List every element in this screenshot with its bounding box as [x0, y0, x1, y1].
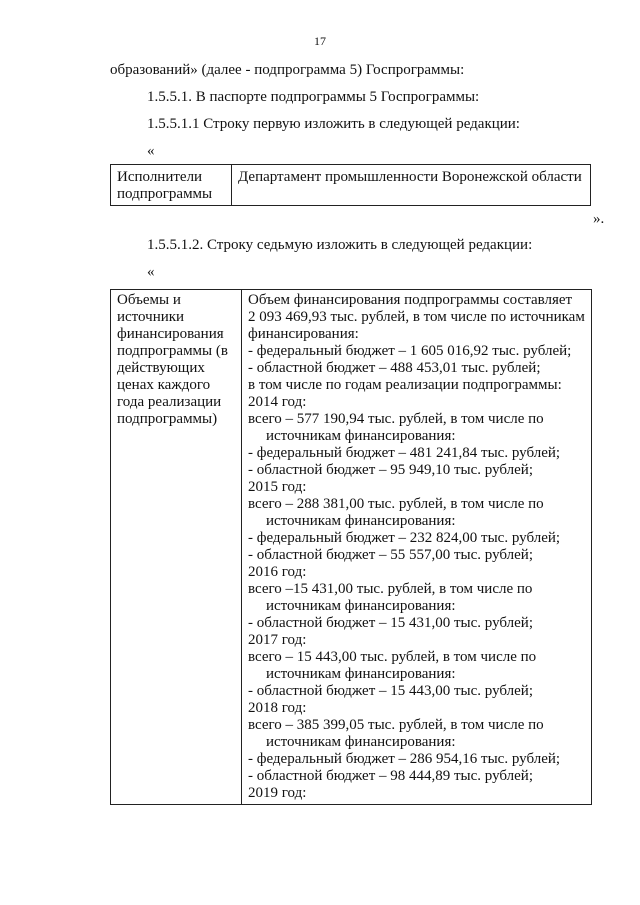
funding-line: Объем финансирования подпрограммы составляет — [248, 292, 573, 308]
funding-line: - областной бюджет – 15 431,00 тыс. рублей; — [248, 615, 533, 631]
executors-value: Департамент промышленности Воронежской области — [238, 169, 582, 185]
funding-label-cell — [111, 290, 242, 805]
funding-line: - областной бюджет – 488 453,01 тыс. рублей; — [248, 360, 541, 376]
funding-line: источникам финансирования: — [266, 598, 456, 614]
table-row — [111, 165, 591, 206]
funding-line: - федеральный бюджет – 1 605 016,92 тыс. рублей; — [248, 343, 572, 359]
funding-label-line: подпрограммы (в — [117, 343, 228, 359]
funding-line: - федеральный бюджет – 481 241,84 тыс. рублей; — [248, 445, 561, 461]
funding-line: источникам финансирования: — [266, 513, 456, 529]
funding-line: 2 093 469,93 тыс. рублей, в том числе по источникам — [248, 309, 585, 325]
funding-label-line: действующих — [117, 360, 205, 376]
quote-open-2: « — [147, 264, 155, 280]
funding-line: всего – 577 190,94 тыс. рублей, в том числе по — [248, 411, 544, 427]
funding-label-line: Объемы и — [117, 292, 181, 308]
funding-content-cell — [242, 290, 592, 805]
funding-line: всего – 288 381,00 тыс. рублей, в том числе по — [248, 496, 544, 512]
funding-line: - областной бюджет – 55 557,00 тыс. рублей; — [248, 547, 533, 563]
quote-close-1: ». — [593, 211, 605, 227]
executors-label-cell — [111, 165, 232, 206]
table-row — [111, 290, 592, 805]
funding-line: - федеральный бюджет – 286 954,16 тыс. рублей; — [248, 751, 561, 767]
funding-label-line: финансирования — [117, 326, 224, 342]
funding-line: всего –15 431,00 тыс. рублей, в том числе по — [248, 581, 533, 597]
funding-line: 2017 год: — [248, 632, 307, 648]
funding-line: - федеральный бюджет – 232 824,00 тыс. рублей; — [248, 530, 561, 546]
executors-label-line: Исполнители — [117, 169, 203, 185]
funding-line: всего – 15 443,00 тыс. рублей, в том числе по — [248, 649, 537, 665]
funding-label-line: ценах каждого — [117, 377, 211, 393]
funding-line: источникам финансирования: — [266, 666, 456, 682]
funding-line: 2018 год: — [248, 700, 307, 716]
funding-line: источникам финансирования: — [266, 734, 456, 750]
clause-1-5-5-1-2: 1.5.5.1.2. Строку седьмую изложить в следующей редакции: — [147, 237, 533, 253]
clause-1-5-5-1: 1.5.5.1. В паспорте подпрограммы 5 Госпрограммы: — [147, 89, 480, 105]
funding-line: 2015 год: — [248, 479, 307, 495]
funding-table — [110, 289, 592, 805]
funding-line: в том числе по годам реализации подпрограммы: — [248, 377, 562, 393]
funding-line: - областной бюджет – 98 444,89 тыс. рублей; — [248, 768, 533, 784]
quote-open-1: « — [147, 143, 155, 159]
funding-line: - областной бюджет – 95 949,10 тыс. рублей; — [248, 462, 533, 478]
executors-value-cell — [232, 165, 591, 206]
funding-line: - областной бюджет – 15 443,00 тыс. рублей; — [248, 683, 533, 699]
funding-label-line: подпрограммы) — [117, 411, 218, 427]
funding-line: источникам финансирования: — [266, 428, 456, 444]
funding-line: 2019 год: — [248, 785, 307, 801]
clause-1-5-5-1-1: 1.5.5.1.1 Строку первую изложить в следующей редакции: — [147, 116, 520, 132]
funding-line: 2016 год: — [248, 564, 307, 580]
executors-table — [110, 164, 591, 206]
funding-line: всего – 385 399,05 тыс. рублей, в том числе по — [248, 717, 544, 733]
executors-label-line: подпрограммы — [117, 186, 213, 202]
page-number: 17 — [314, 34, 326, 48]
funding-label-line: года реализации — [117, 394, 222, 410]
funding-line: 2014 год: — [248, 394, 307, 410]
intro-line: образований» (далее - подпрограмма 5) Госпрограммы: — [110, 62, 465, 78]
funding-label-line: источники — [117, 309, 185, 325]
funding-line: финансирования: — [248, 326, 359, 342]
